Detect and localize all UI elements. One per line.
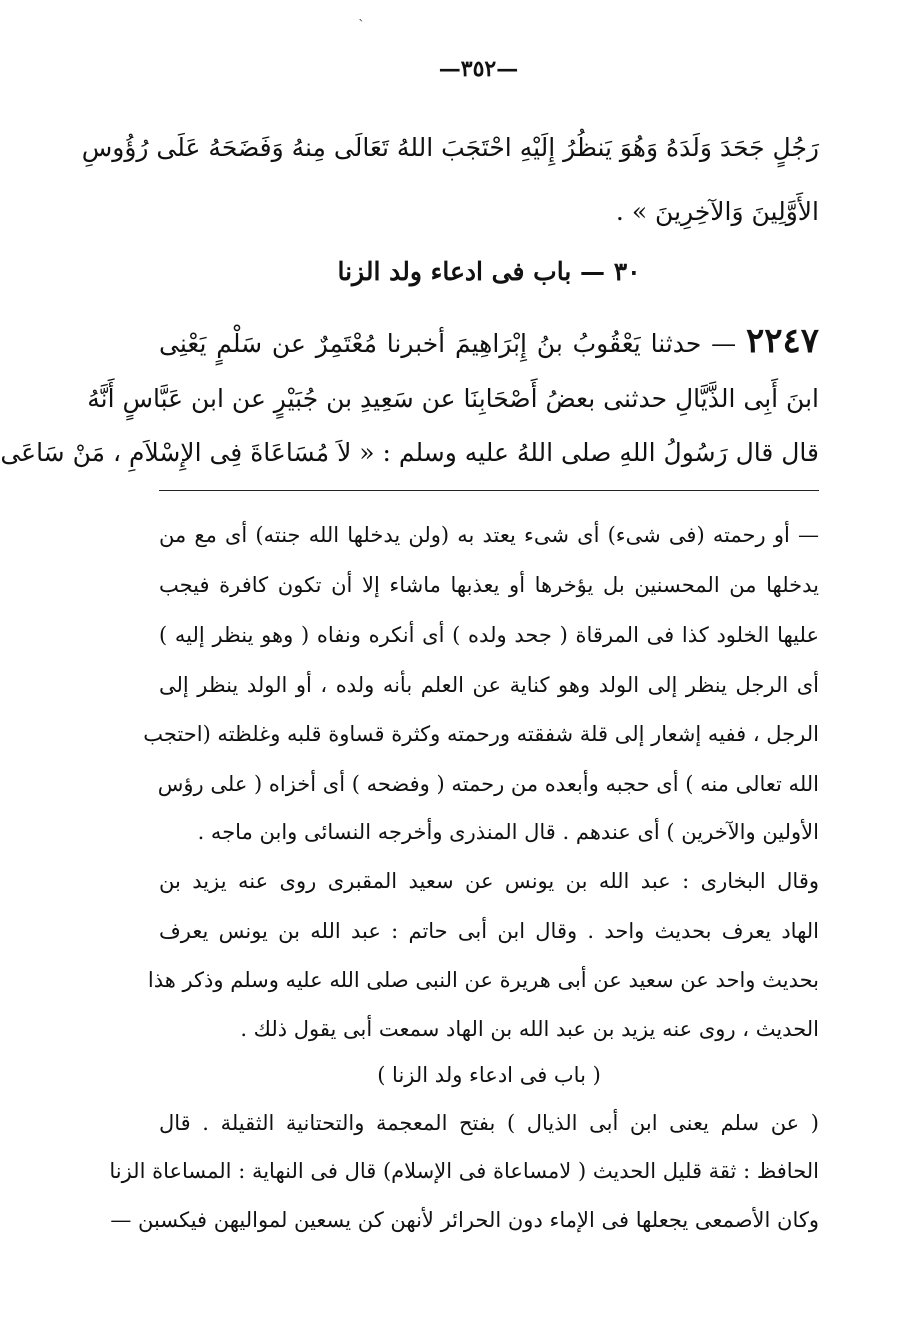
stray-mark: ˋ [358, 18, 365, 34]
note-line: بحديث واحد عن سعيد عن أبى هريرة عن النبى صلى الله عليه وسلم وذكر هذا [147, 968, 819, 992]
note-line: الحديث ، روى عنه يزيد بن عبد الله بن الهاد سمعت أبى يقول ذلك . [240, 1017, 819, 1041]
note-line: يدخلها من المحسنين بل يؤخرها أو يعذبها ماشاء إلا أن تكون كافرة فيجب [159, 573, 819, 597]
note-line: الهاد يعرف بحديث واحد . وقال ابن أبى حاتم : عبد الله بن يونس يعرف [159, 919, 819, 943]
main-text-line: ابنَ أَبِى الذَّيَّالِ حدثنى بعضُ أَصْحَابِنَا عن سَعِيدِ بن جُبَيْرٍ عن ابن عَبَّاسٍ أَنَّهُ [87, 384, 819, 413]
note-line: الله تعالى منه ) أى حجبه وأبعده من رحمته ( وفضحه ) أى أخزاه ( على رؤس [157, 772, 819, 796]
note-line: أى الرجل ينظر إلى الولد وهو كناية عن العلم بأنه ولده ، أو الولد ينظر إلى [159, 673, 819, 697]
note-subheading: ( باب فى ادعاء ولد الزنا ) [377, 1063, 601, 1087]
main-text-line: رَجُلٍ جَحَدَ وَلَدَهُ وَهُوَ يَنظُرُ إِلَيْهِ احْتَجَبَ اللهُ تَعَالَى مِنهُ وَفَضَحَهُ عَلَى رُؤُوسِ [81, 133, 819, 162]
note-line: الحافظ : ثقة قليل الحديث ( لامساعاة فى الإسلام) قال فى النهاية : المساعاة الزنا [109, 1159, 819, 1183]
main-text-line: قال قال رَسُولُ اللهِ صلى اللهُ عليه وسلم : « لاَ مُسَاعَاةَ فِى الإِسْلاَمِ ، مَنْ سَاعَى [0, 438, 819, 467]
main-text-line: الأَوَّلِينَ وَالآخِرِينَ » . [615, 197, 819, 226]
note-line: وكان الأصمعى يجعلها فى الإماء دون الحرائر لأنهن كن يسعين لمواليهن فيكسبن — [110, 1208, 819, 1232]
hadith-first-line [159, 321, 819, 361]
main-text-span: — حدثنا يَعْقُوبُ بنُ إِبْرَاهِيمَ أخبرنا مُعْتَمِرٌ عن سَلْمٍ يَعْنِى [159, 329, 746, 358]
page-number: —٣٥٢— [438, 56, 519, 82]
note-line: الأولين والآخرين ) أى عندهم . قال المنذرى وأخرجه النسائى وابن ماجه . [197, 820, 819, 844]
footnote-divider [159, 490, 819, 491]
note-line: عليها الخلود كذا فى المرقاة ( جحد ولده ) أى أنكره ونفاه ( وهو ينظر إليه ) [159, 623, 819, 647]
note-line: الرجل ، ففيه إشعار إلى قلة شفقته ورحمته وكثرة قساوة قلبه وغلظته (احتجب [143, 722, 819, 746]
hadith-number: ٢٢٤٧ [745, 321, 819, 361]
note-line: ( عن سلم يعنى ابن أبى الذيال ) بفتح المعجمة والتحتانية الثقيلة . قال [159, 1111, 819, 1135]
note-line: — أو رحمته (فى شىء) أى شىء يعتد به (ولن يدخلها الله جنته) أى مع من [159, 523, 819, 547]
chapter-heading: ٣٠ — باب فى ادعاء ولد الزنا [337, 257, 641, 286]
note-line: وقال البخارى : عبد الله بن يونس عن سعيد المقبرى روى عنه يزيد بن [159, 869, 819, 893]
